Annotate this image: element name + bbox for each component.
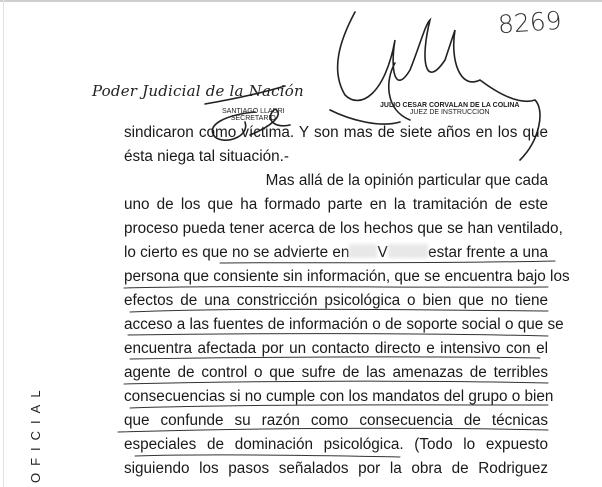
redacted-name xyxy=(349,244,377,258)
text-segment: estar frente a una xyxy=(428,244,548,261)
secretary-title: SECRETARIO xyxy=(230,115,276,122)
judge-title: JUEZ DE INSTRUCCION xyxy=(409,109,490,116)
secretary-name: SANTIAGO LLAURI xyxy=(222,108,285,115)
header-underline-stroke xyxy=(205,86,285,104)
text-line: siguiendo los pasos señalados por la obra de Rodriguez xyxy=(124,460,548,477)
text-line: sindicaron como víctima. Y son mas de siete años en los que xyxy=(124,124,548,141)
judge-name: JULIO CESAR CORVALAN DE LA COLINA xyxy=(380,102,520,109)
handwritten-signatures xyxy=(0,0,602,200)
text-line: ésta niega tal situación.- xyxy=(124,148,289,165)
folio-number: 8269 xyxy=(497,5,563,40)
text-line: que confunde su razón como consecuencia de técnicas xyxy=(124,412,548,429)
text-line: agente de control o que sufre de las amenazas de terribles xyxy=(124,364,548,381)
text-line: persona que consiente sin información, que se encuentra bajo los xyxy=(124,268,570,285)
text-line: Mas allá de la opinión particular que cada xyxy=(265,172,548,189)
text-line: uno de los que ha formado parte en la tramitación de este xyxy=(124,196,548,213)
judge-stamp xyxy=(380,102,520,116)
text-segment: V xyxy=(377,244,388,261)
text-segment: lo cierto es que no se advierte en xyxy=(124,244,350,261)
text-line-redacted xyxy=(124,244,548,262)
secretary-stamp xyxy=(222,108,285,122)
redacted-surname xyxy=(388,244,428,258)
text-line: especiales de dominación psicológica. (Todo lo expuesto xyxy=(124,436,548,453)
institution-header: Poder Judicial de la Nación xyxy=(92,82,304,100)
text-line: acceso a las fuentes de información o de soporte social o que se xyxy=(124,316,564,333)
text-line: encuentra afectada por un contacto directo e intensivo con el xyxy=(124,340,548,357)
text-line: consecuencias si no cumple con los mandatos del grupo o bien xyxy=(124,388,554,405)
text-line: proceso pueda tener acerca de los hechos que se han ventilado, xyxy=(124,220,563,237)
text-line: efectos de una constricción psicológica o bien que no tiene xyxy=(124,292,548,309)
oficial-side-label: OFICIAL xyxy=(28,383,43,483)
